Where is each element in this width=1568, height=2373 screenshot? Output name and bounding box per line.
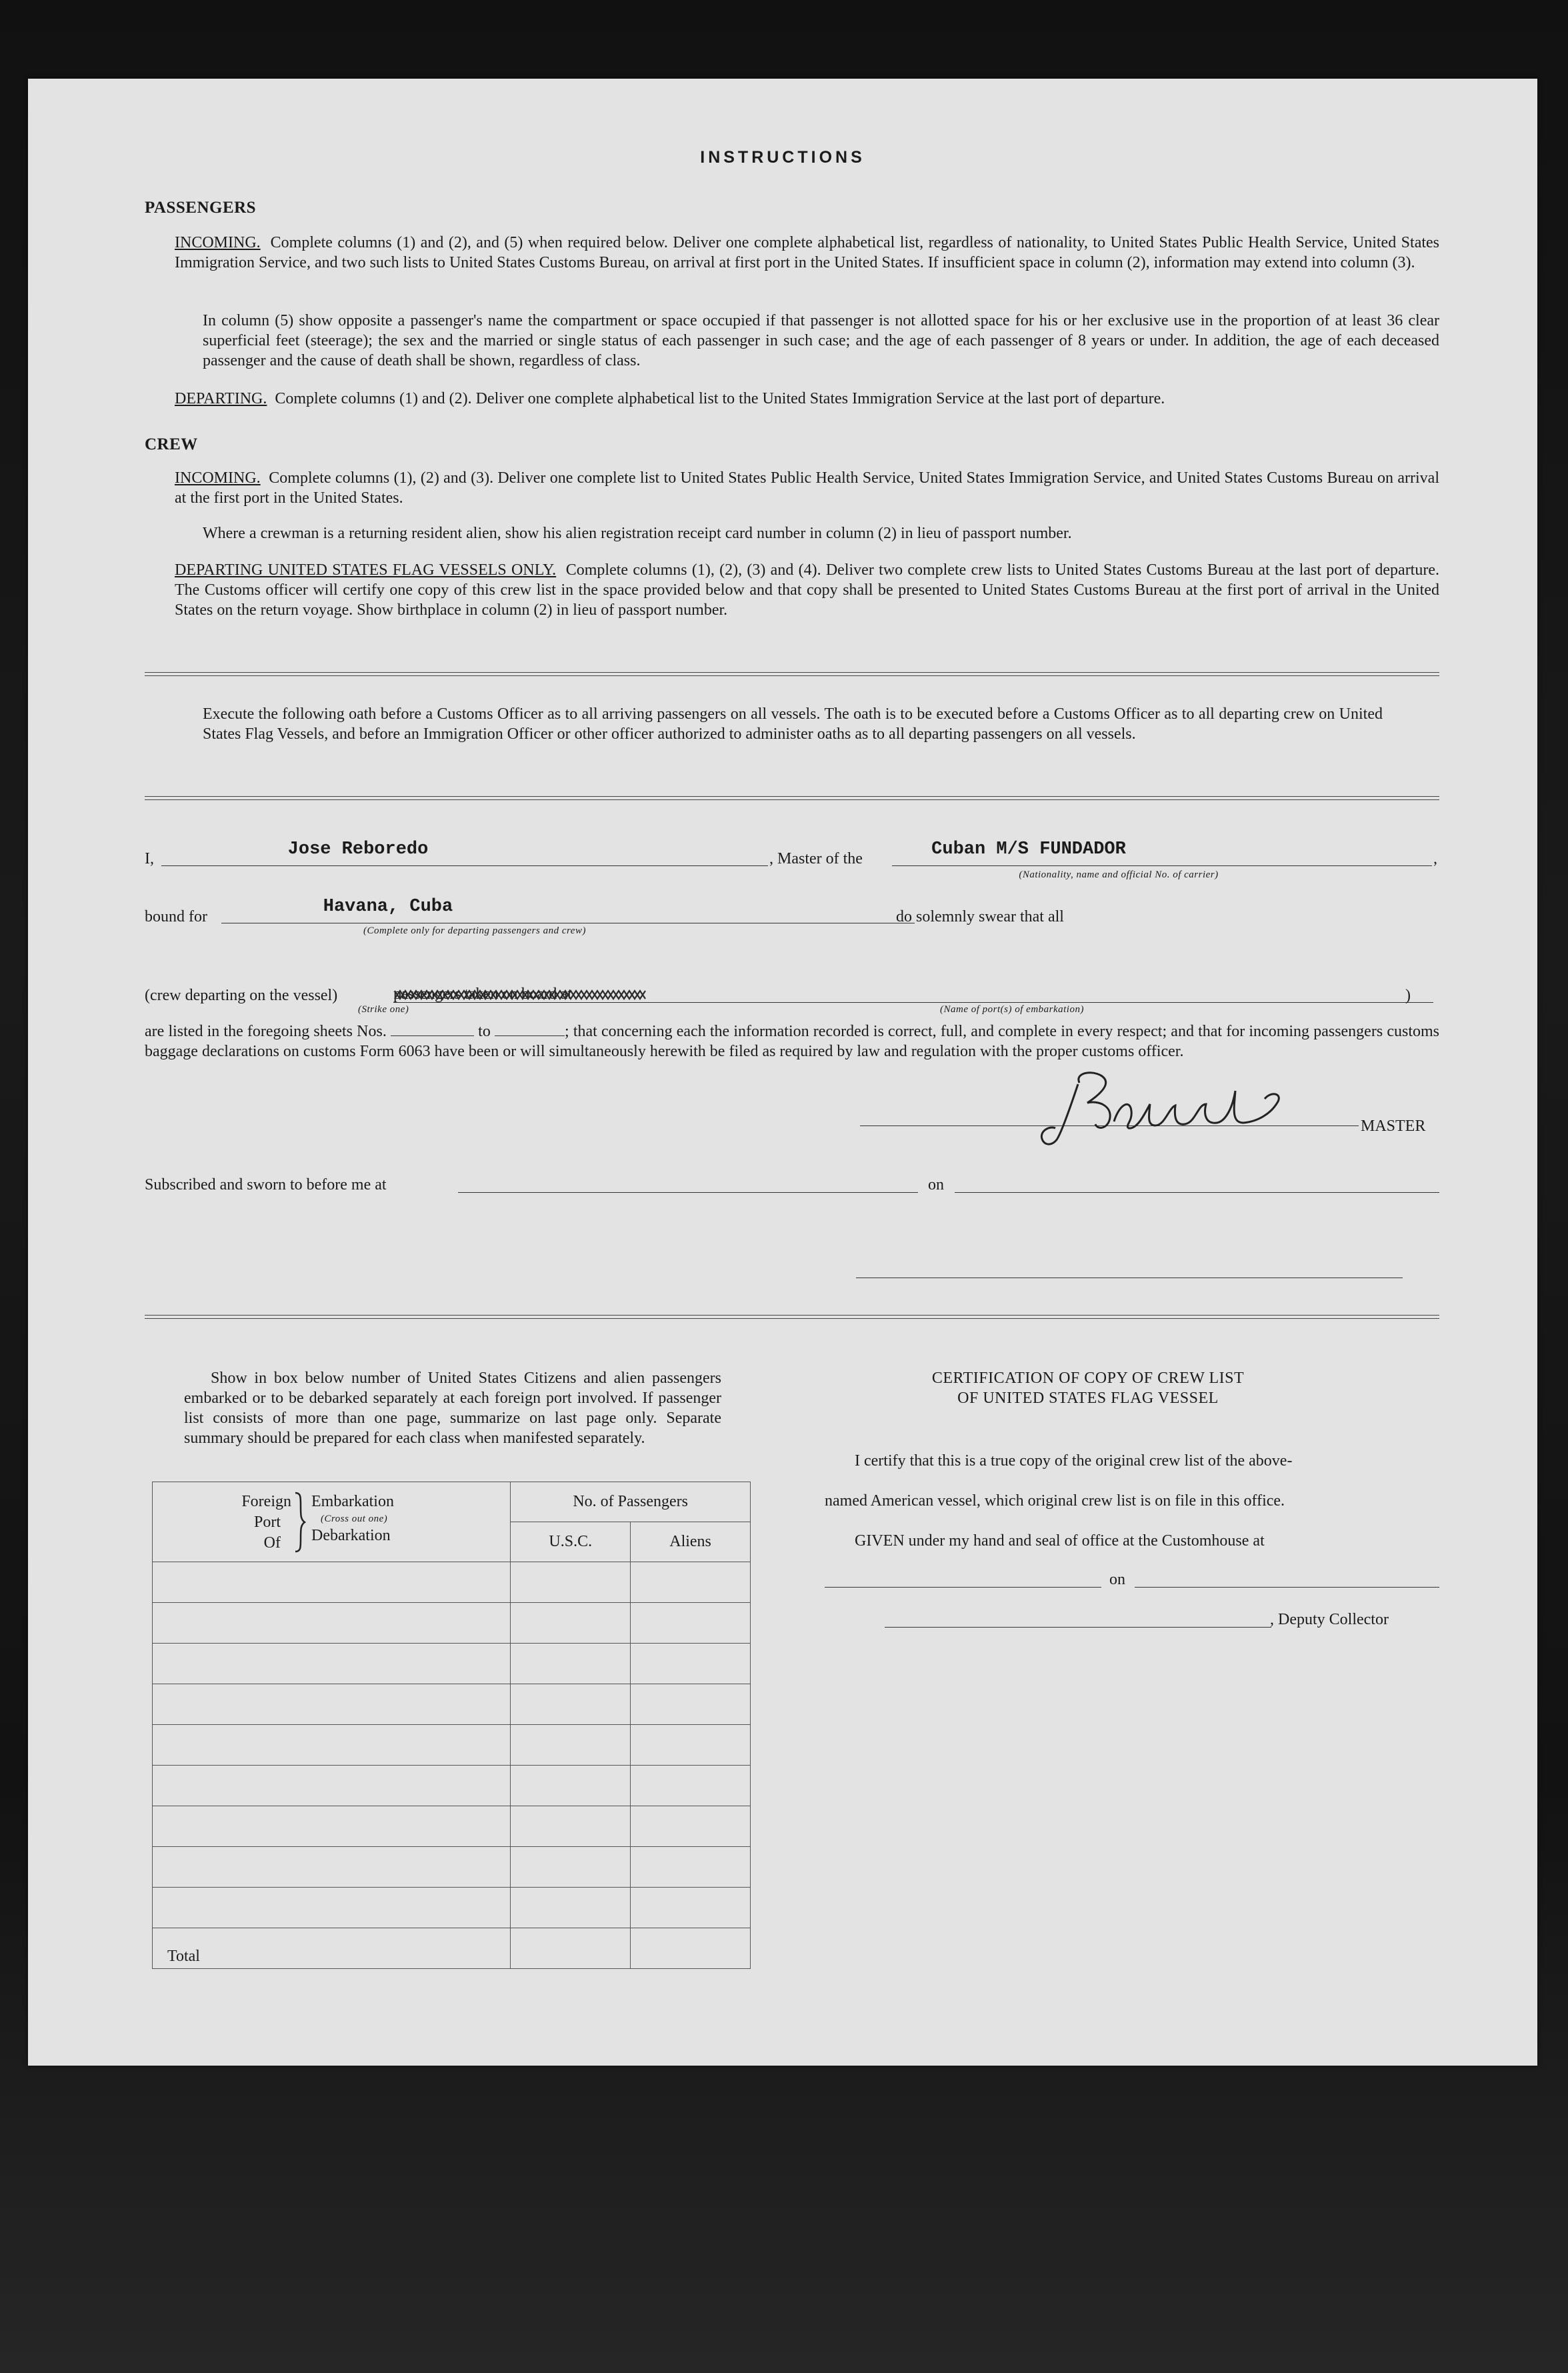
passengers-column5-paragraph: In column (5) show opposite a passenger's name the compartment or space occupied if that passenger is not allotted space for his or her exclusive use in the proportion of at least 36 clear superficial feet (steerage); the sex and the married or single status of each passenger in such case; and the age of each passenger of 8 years or under. In addition, the age of each deceased passenger and the cause of death shall be shown, regardless of class. bbox=[203, 312, 1439, 369]
embarkation-labels bbox=[311, 1492, 394, 1546]
passengers-incoming-paragraph bbox=[175, 233, 1439, 273]
swear-text: do solemnly swear that all bbox=[896, 908, 1064, 925]
port-cell[interactable] bbox=[153, 1644, 511, 1684]
no-passengers-header: No. of Passengers bbox=[511, 1482, 751, 1522]
usc-cell[interactable] bbox=[511, 1725, 631, 1766]
aliens-header: Aliens bbox=[631, 1522, 751, 1562]
usc-cell[interactable] bbox=[511, 1644, 631, 1684]
table-total-row bbox=[153, 1928, 751, 1969]
sworn-on-label: on bbox=[928, 1176, 944, 1194]
passenger-summary-table bbox=[152, 1482, 751, 1969]
table-row bbox=[153, 1888, 751, 1928]
master-name-line bbox=[161, 865, 768, 866]
passengers-departing-text: Complete columns (1) and (2). Deliver one complete alphabetical list to the United States Immigration Service at the last port of departure. bbox=[275, 390, 1165, 407]
sheet-start-field[interactable] bbox=[391, 1023, 474, 1036]
usc-cell[interactable] bbox=[511, 1888, 631, 1928]
deputy-collector-signature-field[interactable] bbox=[885, 1627, 1271, 1628]
sheets-text-b: ; that concerning each the information recorded is correct, full, and complete in every respect; and that for incoming passengers customs baggage declarations on customs Form 6063 have been or will simultaneously herewith be filed as required by law and regulation with the proper customs officer. bbox=[145, 1023, 1439, 1060]
table-row bbox=[153, 1766, 751, 1806]
aliens-cell[interactable] bbox=[631, 1806, 751, 1847]
passengers-incoming-text: Complete columns (1) and (2), and (5) when required below. Deliver one complete alphabetical list, regardless of nationality, to United States Public Health Service, United States Immigration Service, and two such lists to United States Customs Bureau, on arrival at first port in the United States. If insufficient space in column (2), information may extend into column (3). bbox=[175, 234, 1440, 271]
aliens-cell[interactable] bbox=[631, 1766, 751, 1806]
form-page bbox=[28, 79, 1537, 2066]
table-row bbox=[153, 1806, 751, 1847]
certification-line3: GIVEN under my hand and seal of office at the Customhouse at bbox=[855, 1532, 1265, 1550]
crew-incoming-text: Complete columns (1), (2) and (3). Deliver one complete list to United States Public Health Service, United States Immigration Service, and United States Customs Bureau on arrival at the first port in the United States. bbox=[175, 469, 1439, 507]
certification-on-label: on bbox=[1109, 1571, 1125, 1588]
certification-date-field[interactable] bbox=[1135, 1587, 1439, 1588]
aliens-cell[interactable] bbox=[631, 1644, 751, 1684]
aliens-total-cell[interactable] bbox=[631, 1928, 751, 1969]
vessel-comma: , bbox=[1433, 850, 1437, 867]
embarkation-label: Embarkation bbox=[311, 1493, 394, 1510]
divider-3 bbox=[145, 1315, 1439, 1319]
port-cell[interactable] bbox=[153, 1806, 511, 1847]
usc-cell[interactable] bbox=[511, 1766, 631, 1806]
master-of-label: , Master of the bbox=[769, 850, 863, 867]
instructions-title: INSTRUCTIONS bbox=[700, 148, 865, 167]
certification-title bbox=[821, 1368, 1355, 1408]
aliens-cell[interactable] bbox=[631, 1684, 751, 1725]
crew-incoming-paragraph bbox=[175, 468, 1439, 508]
aliens-cell[interactable] bbox=[631, 1603, 751, 1644]
port-cell[interactable] bbox=[153, 1684, 511, 1725]
of-label: Of bbox=[263, 1534, 281, 1552]
crew-departing-text: Complete columns (1), (2), (3) and (4). Deliver two complete crew lists to United States Customs Bureau at the last port of departure. The Customs officer will certify one copy of this crew list in the space provided below and that copy shall be presented to United States Customs Bureau at the first port of arrival in the United States on the return voyage. Show birthplace in column (2) in lieu of passport number. bbox=[175, 561, 1439, 619]
certification-line2: named American vessel, which original crew list is on file in this office. bbox=[825, 1492, 1285, 1510]
certification-line1: I certify that this is a true copy of the original crew list of the above- bbox=[855, 1452, 1293, 1470]
table-row bbox=[153, 1847, 751, 1888]
passengers-departing-label: DEPARTING. bbox=[175, 390, 267, 407]
brace-icon bbox=[293, 1492, 306, 1553]
strike-through-marks bbox=[393, 987, 647, 1003]
vessel-line bbox=[892, 865, 1432, 866]
debarkation-label: Debarkation bbox=[311, 1527, 391, 1544]
table-row bbox=[153, 1644, 751, 1684]
port-cell[interactable] bbox=[153, 1888, 511, 1928]
crew-departing-paragraph bbox=[175, 560, 1439, 620]
port-label: Port bbox=[253, 1514, 281, 1531]
sworn-date-field[interactable] bbox=[955, 1192, 1439, 1193]
usc-cell[interactable] bbox=[511, 1806, 631, 1847]
passengers-heading: PASSENGERS bbox=[145, 199, 257, 217]
ports-close-paren: ) bbox=[1405, 987, 1411, 1004]
passengers-incoming-label: INCOMING. bbox=[175, 234, 261, 251]
signature-icon bbox=[1031, 1064, 1311, 1151]
oath-intro-paragraph: Execute the following oath before a Customs Officer as to all arriving passengers on all vessels. The oath is to be executed before a Customs Officer as to all departing crew on United States Flag Vessels, and before an Immigration Officer or other officer authorized to administer oaths as to all departing passengers on all vessels. bbox=[203, 705, 1383, 743]
customhouse-field[interactable] bbox=[825, 1587, 1101, 1588]
usc-cell[interactable] bbox=[511, 1684, 631, 1725]
foreign-label: Foreign bbox=[241, 1493, 291, 1510]
port-cell[interactable] bbox=[153, 1603, 511, 1644]
port-cell[interactable] bbox=[153, 1725, 511, 1766]
aliens-cell[interactable] bbox=[631, 1725, 751, 1766]
divider-1 bbox=[145, 672, 1439, 676]
sheet-end-field[interactable] bbox=[495, 1023, 565, 1036]
table-row bbox=[153, 1684, 751, 1725]
summary-instructions: Show in box below number of United States Citizens and alien passengers embarked or to be debarked separately at each foreign port involved. If passenger list consists of more than one page, summarize on last page only. Separate summary should be prepared for each class when manifested separately. bbox=[184, 1370, 721, 1447]
usc-cell[interactable] bbox=[511, 1847, 631, 1888]
aliens-cell[interactable] bbox=[631, 1562, 751, 1603]
strike-caption: (Strike one) bbox=[358, 1004, 409, 1015]
cross-out-caption: (Cross out one) bbox=[321, 1514, 388, 1524]
bound-for-label: bound for bbox=[145, 908, 207, 925]
crew-incoming-label: INCOMING. bbox=[175, 469, 261, 487]
struck-option bbox=[393, 984, 572, 1004]
usc-total-cell[interactable] bbox=[511, 1928, 631, 1969]
sheets-to-label: to bbox=[478, 1023, 491, 1040]
master-name-field[interactable]: Jose Reboredo bbox=[287, 839, 429, 859]
crew-resident-paragraph: Where a crewman is a returning resident alien, show his alien registration receipt card number in column (2) in lieu of passport number. bbox=[203, 525, 1072, 542]
aliens-cell[interactable] bbox=[631, 1847, 751, 1888]
usc-cell[interactable] bbox=[511, 1603, 631, 1644]
vessel-caption: (Nationality, name and official No. of carrier) bbox=[1019, 869, 1219, 880]
ports-caption: (Name of port(s) of embarkation) bbox=[940, 1004, 1084, 1015]
certification-title-line2: OF UNITED STATES FLAG VESSEL bbox=[957, 1390, 1219, 1407]
total-label: Total bbox=[153, 1928, 511, 1969]
port-header-cell bbox=[153, 1482, 511, 1562]
deputy-collector-label: , Deputy Collector bbox=[1270, 1611, 1389, 1628]
port-cell[interactable] bbox=[153, 1562, 511, 1603]
table-row bbox=[153, 1603, 751, 1644]
crew-heading: CREW bbox=[145, 435, 198, 453]
subscribed-label: Subscribed and sworn to before me at bbox=[145, 1176, 387, 1194]
port-cell[interactable] bbox=[153, 1847, 511, 1888]
vessel-field[interactable]: Cuban M/S FUNDADOR bbox=[931, 839, 1126, 859]
table-row bbox=[153, 1725, 751, 1766]
master-label: MASTER bbox=[1361, 1117, 1426, 1135]
port-cell[interactable] bbox=[153, 1766, 511, 1806]
divider-2 bbox=[145, 796, 1439, 800]
oath-i-label: I, bbox=[145, 850, 154, 867]
aliens-cell[interactable] bbox=[631, 1888, 751, 1928]
sheets-paragraph bbox=[145, 1021, 1439, 1061]
crew-departing-label: DEPARTING UNITED STATES FLAG VESSELS ONLY. bbox=[175, 561, 557, 579]
passengers-departing-paragraph bbox=[175, 389, 1439, 409]
table-row bbox=[153, 1562, 751, 1603]
table-header-row bbox=[153, 1482, 751, 1522]
usc-header: U.S.C. bbox=[511, 1522, 631, 1562]
usc-cell[interactable] bbox=[511, 1562, 631, 1603]
destination-field[interactable]: Havana, Cuba bbox=[323, 897, 453, 917]
sworn-place-field[interactable] bbox=[458, 1192, 918, 1193]
crew-departing-label: (crew departing on the vessel) bbox=[145, 987, 338, 1004]
sheets-text-a: are listed in the foregoing sheets Nos. bbox=[145, 1023, 387, 1040]
struck-text: passengers taken on board at bbox=[393, 985, 572, 1003]
port-header-labels bbox=[231, 1492, 291, 1554]
certification-title-line1: CERTIFICATION OF COPY OF CREW LIST bbox=[931, 1370, 1245, 1387]
destination-caption: (Complete only for departing passengers and crew) bbox=[363, 925, 586, 936]
